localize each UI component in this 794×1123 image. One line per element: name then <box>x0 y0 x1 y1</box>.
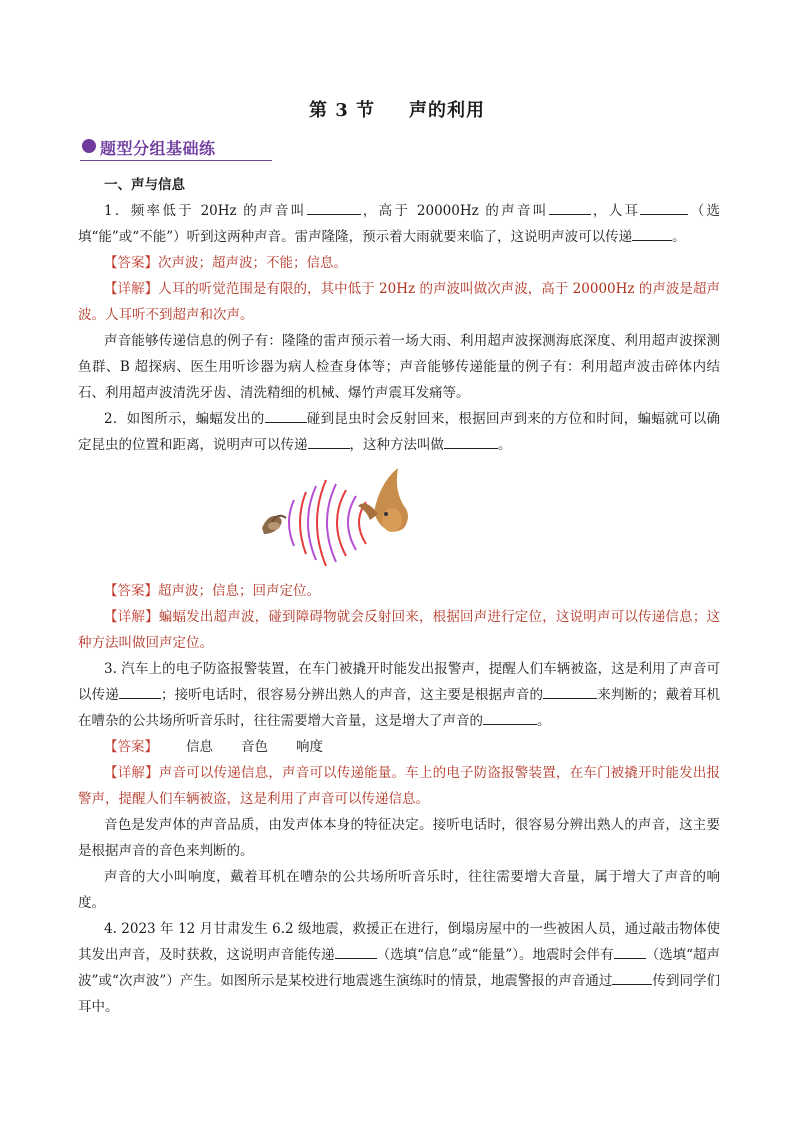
section-header-label: 题型分组基础练 <box>100 139 216 158</box>
explanation-1-extra: 声音能够传递信息的例子有：隆隆的雷声预示着一场大雨、利用超声波探测海底深度、利用超声波探测鱼群、B 超探病、医生用听诊器为病人检查身体等；声音能够传递能量的例子有：利用超声波击碎体内结石、利用超声波清洗牙齿、清洗精细的机械、爆竹声震耳发痛等。 <box>78 333 720 401</box>
answer-blank <box>265 408 307 423</box>
answer-tag: 【答案】 <box>104 255 158 271</box>
explanation-text: 声音可以传递信息，声音可以传递能量。车上的电子防盗报警装置，在车门被撬开时能发出报警声，提醒人们车辆被盗，这是利用了声音可以传递信息。 <box>78 765 721 807</box>
explanation-text: 人耳的听觉范围是有限的，其中低于 20Hz 的声波叫做次声波，高于 20000Hz 的声波是超声波。人耳听不到超声和次声。 <box>78 281 721 323</box>
explanation-2 <box>78 604 720 656</box>
explanation-3-extra-1: 音色是发声体的声音品质，由发声体本身的特征决定。接听电话时，很容易分辨出熟人的声音，这主要是根据声音的音色来判断的。 <box>78 817 720 859</box>
answer-tag: 【答案】 <box>104 739 158 755</box>
answer-blank <box>444 434 498 449</box>
sub-heading: 一、声与信息 <box>104 177 185 193</box>
bat-echolocation-figure <box>254 462 414 574</box>
answer-3 <box>78 734 720 760</box>
insect-icon <box>262 516 286 534</box>
answer-text: 超声波；信息；回声定位。 <box>158 583 320 599</box>
answer-blank <box>543 684 597 699</box>
answer-item: 响度 <box>296 739 323 755</box>
answer-blank <box>632 226 672 241</box>
sound-waves-icon <box>289 480 366 566</box>
bullet-dot-icon <box>82 139 96 153</box>
answer-item: 音色 <box>241 739 268 755</box>
answer-blank <box>335 944 377 959</box>
answer-blank <box>640 200 688 215</box>
answer-item: 信息 <box>186 739 213 755</box>
answer-blank <box>483 710 537 725</box>
answer-blank <box>307 200 361 215</box>
answer-1 <box>78 250 720 276</box>
explanation-text: 蝙蝠发出超声波，碰到障碍物就会反射回来，根据回声进行定位，这说明声可以传递信息；这种方法叫做回声定位。 <box>78 609 721 651</box>
bat-icon <box>358 468 408 532</box>
section-topic: 声的利用 <box>409 100 486 121</box>
question-4: 4. 2023 年 12 月甘肃发生 6.2 级地震，救援正在进行，倒塌房屋中的一些被困人员，通过敲击物体使其发出声音，及时获救，这说明声音能传递 （选填“信息”或“能量”）。地震时会伴有 （选填“超声波”或“次声波”）产生。如图所示是某校进行地震逃生演练时的情景，地震警报的声音通过 传到同学们耳中。 <box>78 921 721 1015</box>
section-number: 第 3 节 <box>308 100 376 121</box>
figure-container <box>78 458 720 578</box>
explanation-3 <box>78 760 720 812</box>
explanation-tag: 【详解】 <box>104 281 159 297</box>
answer-2 <box>78 578 720 604</box>
question-1: 1．频率低于 20Hz 的声音叫 ，高于 20000Hz 的声音叫 ，人耳 （选填“能”或“不能”）听到这两种声音。雷声隆隆，预示着大雨就要来临了，这说明声波可以传递 。 <box>78 198 720 250</box>
question-2: 2．如图所示，蝙蝠发出的 碰到昆虫时会反射回来，根据回声到来的方位和时间，蝙蝠就可以确定昆虫的位置和距离，说明声可以传递 ，这种方法叫做 。 <box>78 406 720 458</box>
answer-tag: 【答案】 <box>104 583 158 599</box>
answer-blank <box>614 944 646 959</box>
question-3: 3. 汽车上的电子防盗报警装置，在车门被撬开时能发出报警声，提醒人们车辆被盗，这是利用了声音可以传递 ；接听电话时，很容易分辨出熟人的声音，这主要是根据声音的 来判断的；戴着耳机在嘈杂的公共场所听音乐时，往往需要增大音量，这是增大了声音的 。 <box>78 661 721 729</box>
explanation-3-extra-2: 声音的大小叫响度，戴着耳机在嘈杂的公共场所听音乐时，往往需要增大音量，属于增大了声音的响度。 <box>78 869 720 911</box>
section-header <box>80 136 272 161</box>
explanation-1 <box>78 276 720 328</box>
explanation-tag: 【详解】 <box>104 609 159 625</box>
answer-blank <box>308 434 350 449</box>
answer-blank <box>119 684 161 699</box>
explanation-tag: 【详解】 <box>104 765 159 781</box>
content-body <box>78 172 720 1020</box>
answer-blank <box>612 970 652 985</box>
answer-blank <box>549 200 591 215</box>
answer-text: 次声波；超声波；不能；信息。 <box>158 255 347 271</box>
page-title <box>0 96 794 122</box>
